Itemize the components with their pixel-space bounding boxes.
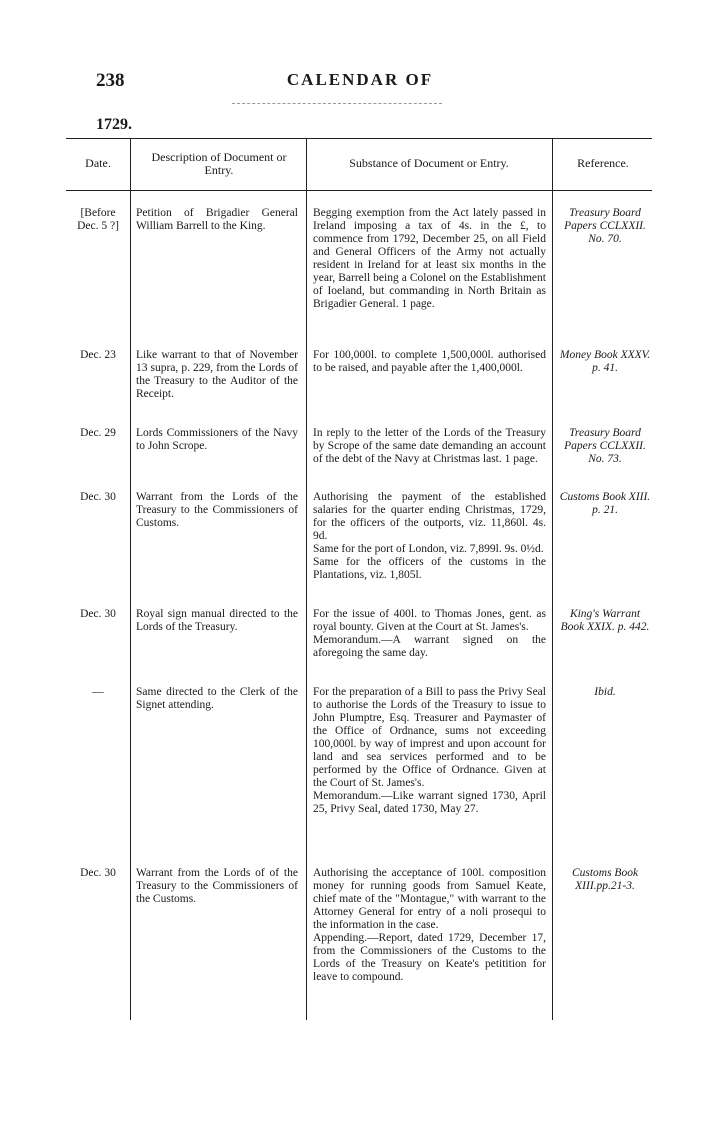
entry-reference: Ibid.: [594, 686, 616, 698]
entry-reference: Customs Book XIII. p. 21.: [559, 491, 651, 516]
column-header-substance: Substance of Document or Entry.: [349, 156, 509, 170]
entry-substance: In reply to the letter of the Lords of the Treasury by Scrope of the same date demanding an account of the debt of the Navy at Christmas last. 1 page.: [313, 427, 546, 465]
entry-substance: Same for the officers of the customs in the Plantations, viz. 1,805l.: [313, 556, 546, 581]
entry-substance-block: [313, 608, 546, 660]
column-divider: [552, 138, 553, 1020]
table-header-rule: [66, 190, 652, 191]
entry-substance-block: [313, 867, 546, 984]
entry-date: Dec. 30: [80, 608, 116, 620]
column-header-reference: Reference.: [577, 156, 629, 170]
table-top-rule: [66, 138, 652, 139]
entry-date: Dec. 29: [80, 427, 116, 439]
entry-description: Lords Commissioners of the Navy to John Scrope.: [136, 427, 298, 452]
entry-substance: Begging exemption from the Act lately passed in Ireland imposing a tax of 4s. in the £, to commence from 1792, December 25, on all Field and General Officers of the Army not actually resident in Ireland for at least six months in the year, Barrell being a Colonel on the Establishment of Ioeland, but commanding in North Britain as Brigadier General. 1 page.: [313, 207, 546, 310]
entry-substance: For the issue of 400l. to Thomas Jones, gent. as royal bounty. Given at the Court at St. James's.: [313, 608, 546, 633]
entry-description: Like warrant to that of November 13 supra, p. 229, from the Lords of the Treasury to the Auditor of the Receipt.: [136, 349, 298, 400]
entry-date: —: [92, 686, 104, 698]
year-label: 1729.: [96, 116, 132, 133]
entry-substance-block: [313, 686, 546, 816]
entry-reference: Treasury Board Papers CCLXXII. No. 70.: [564, 207, 646, 245]
entry-substance: Authorising the acceptance of 100l. composition money for running goods from Samuel Keate, chief mate of the "Montague," with warrant to the Attorney General for entry of a noli prosequi to the information in the case.: [313, 867, 546, 931]
header-divider: [232, 103, 442, 104]
entry-substance: For the preparation of a Bill to pass the Privy Seal to authorise the Lords of the Treasury to issue to John Plumptre, Esq. Treasurer and Paymaster of the Office of Ordnance, sums not exceeding 100,000l. by way of imprest and upon account for land and sea services performed and to be performed by the Office of Ordnance. Given at the Court of St. James's.: [313, 686, 546, 789]
entry-reference: Treasury Board Papers CCLXXII. No. 73.: [564, 427, 646, 465]
entry-appending: Appending.—Report, dated 1729, December 17, from the Commissioners of the Customs to the Lords of the Treasury on Keate's petitition for leave to compound.: [313, 932, 546, 983]
column-divider: [130, 138, 131, 1020]
entry-date: [Before Dec. 5 ?]: [77, 207, 119, 232]
entry-date: Dec. 30: [80, 867, 116, 879]
column-header-date: Date.: [85, 156, 111, 170]
entry-description: Warrant from the Lords of of the Treasury to the Commissioners of the Customs.: [136, 867, 298, 905]
column-header-description: Description of Document or Entry.: [151, 150, 287, 177]
entry-description: Royal sign manual directed to the Lords of the Treasury.: [136, 608, 298, 633]
entry-description: Same directed to the Clerk of the Signet attending.: [136, 686, 298, 711]
entry-substance: Same for the port of London, viz. 7,899l. 9s. 0½d.: [313, 543, 544, 555]
page-number: 238: [96, 70, 125, 91]
entry-reference: King's Warrant Book XXIX. p. 442.: [560, 608, 650, 633]
entry-description: Petition of Brigadier General William Barrell to the King.: [136, 207, 298, 232]
column-divider: [306, 138, 307, 1020]
entry-description: Warrant from the Lords of the Treasury to the Commissioners of Customs.: [136, 491, 298, 529]
entry-substance: Authorising the payment of the established salaries for the quarter ending Christmas, 1729, for the officers of the outports, viz. 11,860l. 4s. 9d.: [313, 491, 546, 542]
running-head: CALENDAR OF: [286, 70, 434, 89]
entry-substance-block: [313, 491, 546, 582]
entry-memorandum: Memorandum.—Like warrant signed 1730, April 25, Privy Seal, dated 1730, May 27.: [313, 790, 546, 815]
entry-substance: For 100,000l. to complete 1,500,000l. authorised to be raised, and payable after the 1,400,000l.: [313, 349, 546, 374]
entry-reference: Customs Book XIII.pp.21-3.: [571, 867, 639, 892]
entry-memorandum: Memorandum.—A warrant signed on the aforegoing the same day.: [313, 634, 546, 659]
entry-reference: Money Book XXXV. p. 41.: [559, 349, 651, 374]
entry-date: Dec. 30: [80, 491, 116, 503]
entry-date: Dec. 23: [80, 349, 116, 361]
